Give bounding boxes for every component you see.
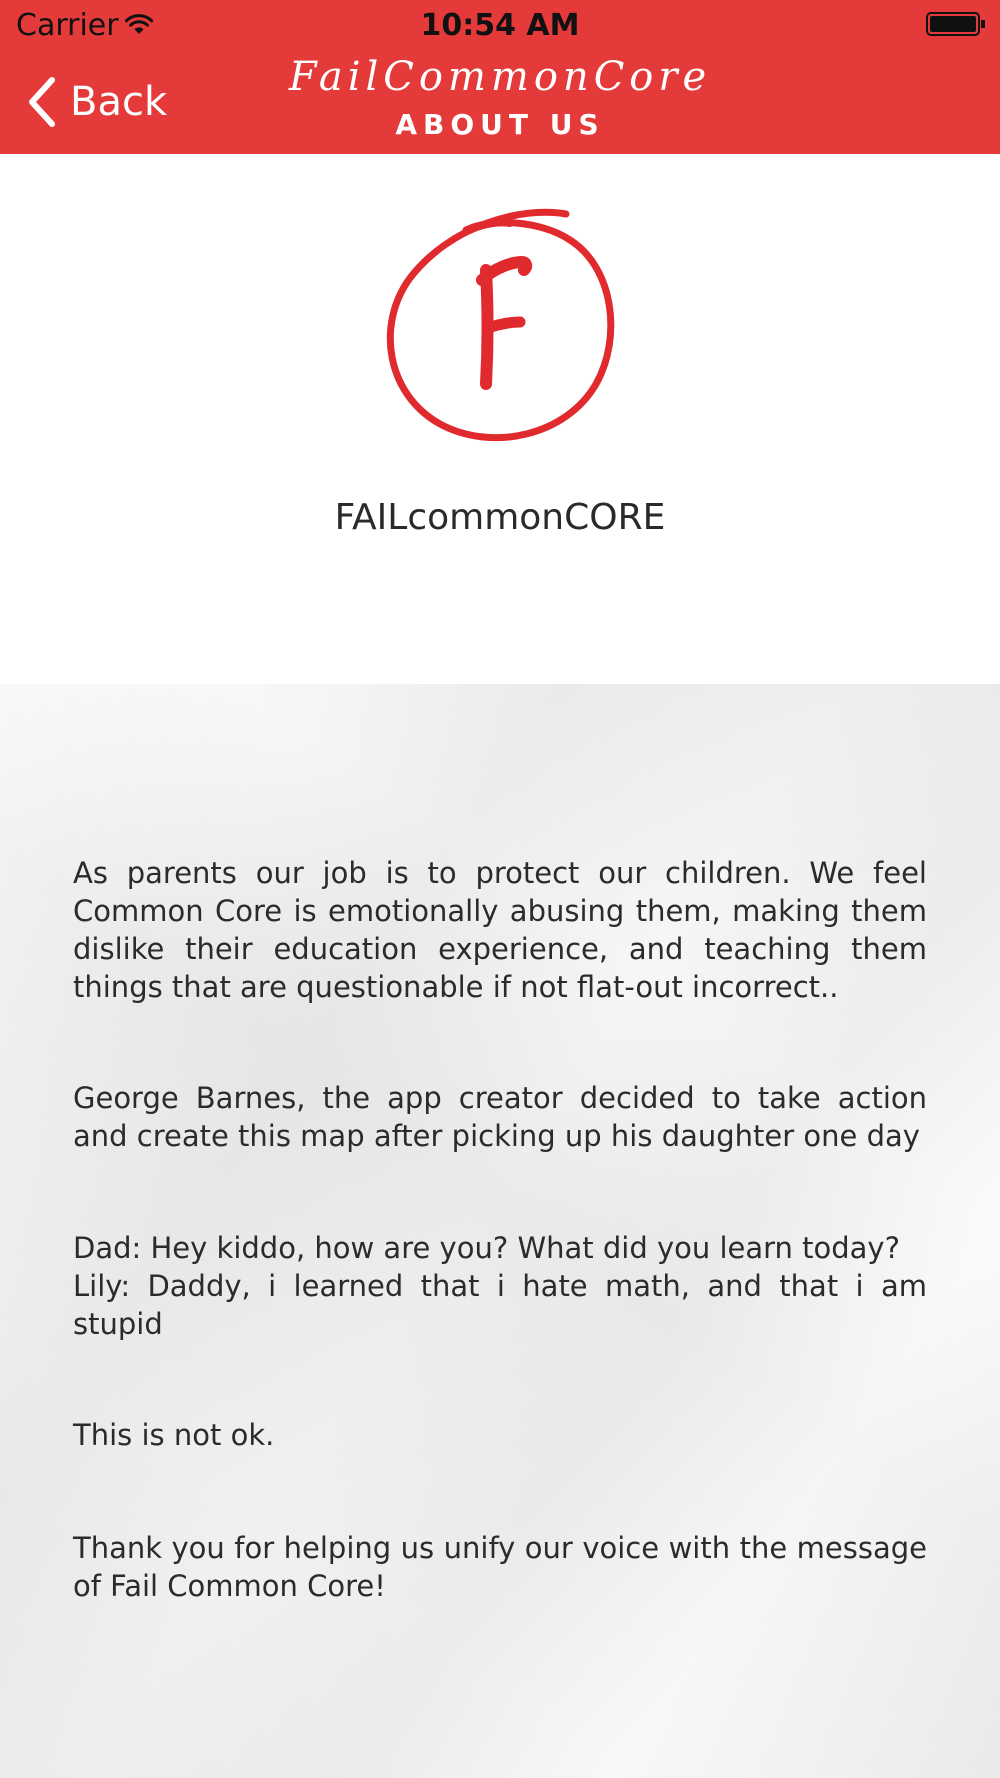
back-label: Back <box>70 79 168 125</box>
navigation-bar <box>0 0 1000 154</box>
status-carrier: Carrier <box>16 8 119 43</box>
thank-you-paragraph: Thank you for helping us unify our voice with the message of Fail Common Core! <box>73 1531 927 1603</box>
dialogue-block <box>73 1229 927 1343</box>
dialogue-lily: Lily: Daddy, i learned that i hate math, and that i am stupid <box>73 1269 927 1341</box>
app-name: FAILcommonCORE <box>334 497 666 538</box>
circled-f-grade-icon <box>370 198 630 458</box>
creator-paragraph: George Barnes, the app creator decided to take action and create this map after picking up his daughter one day <box>73 1081 927 1153</box>
brand-title: FailCommonCore <box>288 54 712 100</box>
logo-header <box>0 154 1000 684</box>
dialogue-dad: Dad: Hey kiddo, how are you? What did you learn today? <box>73 1231 900 1265</box>
about-content <box>0 684 1000 1778</box>
battery-icon <box>926 12 986 36</box>
mission-paragraph: As parents our job is to protect our children. We feel Common Core is emotionally abusing them, making them dislike their education experience, and teaching them things that are questionable if not flat-out incorrect.. <box>73 856 927 1004</box>
status-time: 10:54 AM <box>420 8 580 43</box>
page-title: ABOUT US <box>395 108 605 141</box>
statement-paragraph: This is not ok. <box>73 1418 275 1452</box>
